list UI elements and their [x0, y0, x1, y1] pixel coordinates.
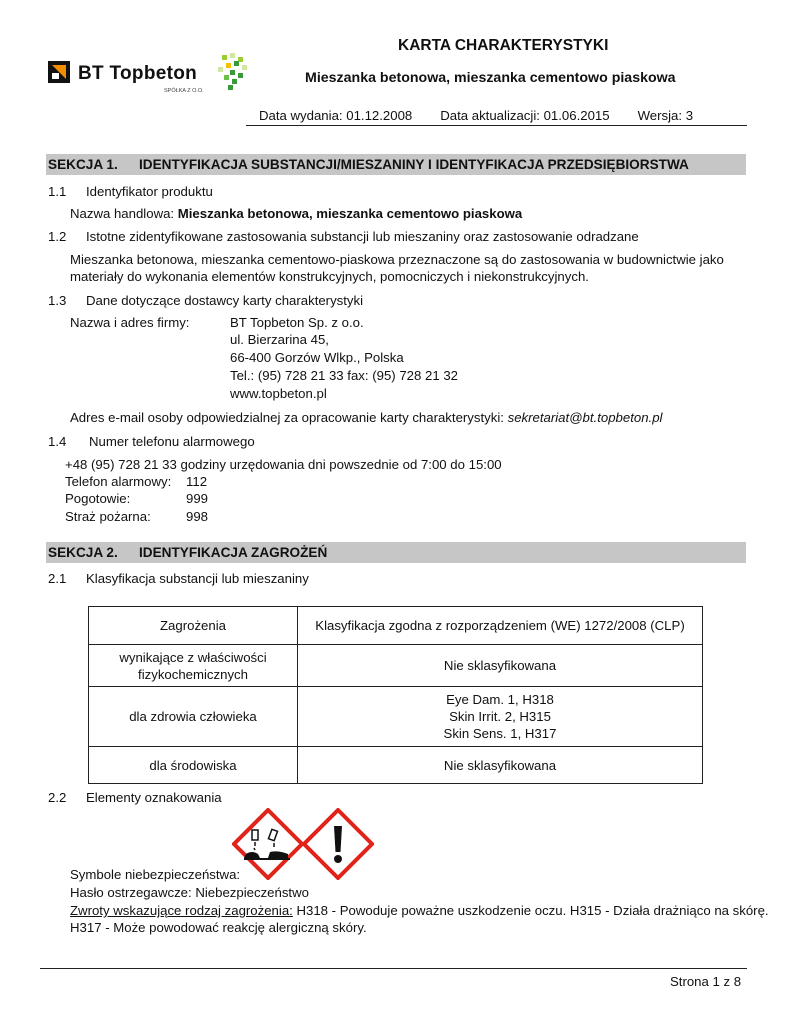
table-row [89, 747, 703, 784]
company-line: 66-400 Gorzów Wlkp., Polska [230, 350, 404, 365]
subsection-title: Numer telefonu alarmowego [89, 434, 255, 449]
hazard-cell: dla zdrowia człowieka [89, 687, 298, 747]
exclamation-pictogram-icon [302, 808, 374, 883]
paragraph-line: materiały do wykonania elementów konstrukcyjnych, pomocniczych i niekonstrukcyjnych. [70, 269, 589, 284]
table-header-cell: Zagrożenia [89, 607, 298, 645]
section-1-header [46, 154, 746, 175]
subsection-title: Identyfikator produktu [86, 184, 213, 199]
section-title: IDENTYFIKACJA ZAGROŻEŃ [139, 545, 328, 560]
hazard-text: wynikające z właściwości fizykochemicznych [119, 649, 267, 682]
trade-name-label: Nazwa handlowa: [70, 206, 175, 221]
table-header-cell: Klasyfikacja zgodna z rozporządzeniem (WE) 1272/2008 (CLP) [298, 607, 703, 645]
table-header-row [89, 607, 703, 645]
classification-text: Nie sklasyfikowana [443, 757, 557, 773]
subsection-number: 1.1 [48, 184, 67, 199]
corrosion-pictogram-icon [232, 808, 304, 883]
document-subtitle: Mieszanka betonowa, mieszanka cementowo piaskowa [305, 70, 676, 86]
subsection-number: 2.2 [48, 790, 67, 805]
table-row [89, 687, 703, 747]
symbols-label: Symbole niebezpieczeństwa: [70, 867, 241, 882]
classification-cell [298, 687, 703, 747]
subsection-title: Dane dotyczące dostawcy karty charakterystyki [86, 293, 364, 308]
emergency-value: 999 [186, 491, 209, 506]
footer-divider [40, 968, 747, 969]
subsection-number: 1.2 [48, 229, 67, 244]
classification-cell [298, 645, 703, 687]
version: Wersja: 3 [637, 108, 694, 123]
update-date: Data aktualizacji: 01.06.2015 [440, 108, 610, 123]
logo-subtext: SPÓŁKA Z O.O. [164, 88, 204, 94]
emergency-label: Pogotowie: [65, 491, 131, 506]
email-label: Adres e-mail osoby odpowiedzialnej za opracowanie karty charakterystyki: [70, 410, 504, 425]
emergency-label: Straż pożarna: [65, 509, 151, 524]
issue-date: Data wydania: 01.12.2008 [259, 108, 413, 123]
section-title: IDENTYFIKACJA SUBSTANCJI/MIESZANINY I IDENTYFIKACJA PRZEDSIĘBIORSTWA [139, 157, 689, 172]
hazard-cell [89, 645, 298, 687]
section-2-header [46, 542, 746, 563]
company-line: BT Topbeton Sp. z o.o. [230, 315, 364, 330]
emergency-value: 112 [186, 474, 208, 489]
subsection-number: 1.4 [48, 434, 67, 449]
company-line: Tel.: (95) 728 21 33 fax: (95) 728 21 32 [230, 368, 458, 383]
document-title: KARTA CHARAKTERYSTYKI [398, 37, 609, 54]
subsection-title: Elementy oznakowania [86, 790, 222, 805]
classification-text: Skin Irrit. 2, H315 [449, 709, 551, 724]
subsection-title: Istotne zidentyfikowane zastosowania substancji lub mieszaniny oraz zastosowanie odradzane [86, 229, 639, 244]
hazard-phrases-text: H318 - Powoduje poważne uszkodzenie oczu. H315 - Działa drażniąco na skórę. [292, 903, 769, 918]
hazard-phrases-label: Zwroty wskazujące rodzaj zagrożenia: [70, 903, 293, 918]
document-meta [259, 108, 693, 123]
classification-table [88, 606, 703, 784]
paragraph-line: Mieszanka betonowa, mieszanka cementowo-piaskowa przeznaczone są do zastosowania w budownictwie jako [70, 252, 724, 267]
hazard-phrases-row [70, 903, 769, 918]
classification-text: Skin Sens. 1, H317 [443, 726, 557, 741]
header-divider [246, 125, 747, 126]
company-website[interactable]: www.topbeton.pl [230, 386, 327, 401]
email-link[interactable]: sekretariat@bt.topbeton.pl [507, 410, 663, 425]
trade-name-row [70, 206, 522, 221]
company-label: Nazwa i adres firmy: [70, 315, 190, 330]
phone-hours: +48 (95) 728 21 33 godziny urzędowania dni powszednie od 7:00 do 15:00 [65, 457, 502, 472]
section-number: SEKCJA 1. [48, 157, 118, 172]
signal-word: Hasło ostrzegawcze: Niebezpieczeństwo [70, 885, 309, 900]
subsection-number: 1.3 [48, 293, 67, 308]
emergency-value: 998 [186, 509, 209, 524]
hazard-phrases-line: H317 - Może powodować reakcję alergiczną skóry. [70, 920, 367, 935]
classification-text: Eye Dam. 1, H318 [446, 692, 554, 707]
hazard-cell: dla środowiska [89, 747, 298, 784]
emergency-label: Telefon alarmowy: [65, 474, 172, 489]
subsection-title: Klasyfikacja substancji lub mieszaniny [86, 571, 309, 586]
table-row [89, 645, 703, 687]
subsection-number: 2.1 [48, 571, 67, 586]
classification-text: Nie sklasyfikowana [443, 658, 557, 673]
email-row [70, 410, 663, 425]
trade-name-value: Mieszanka betonowa, mieszanka cementowo piaskowa [177, 206, 523, 221]
classification-cell [298, 747, 703, 784]
company-line: ul. Bierzarina 45, [230, 332, 329, 347]
logo-text: BT Topbeton [78, 63, 198, 84]
page-number: Strona 1 z 8 [670, 974, 742, 989]
section-number: SEKCJA 2. [48, 545, 118, 560]
